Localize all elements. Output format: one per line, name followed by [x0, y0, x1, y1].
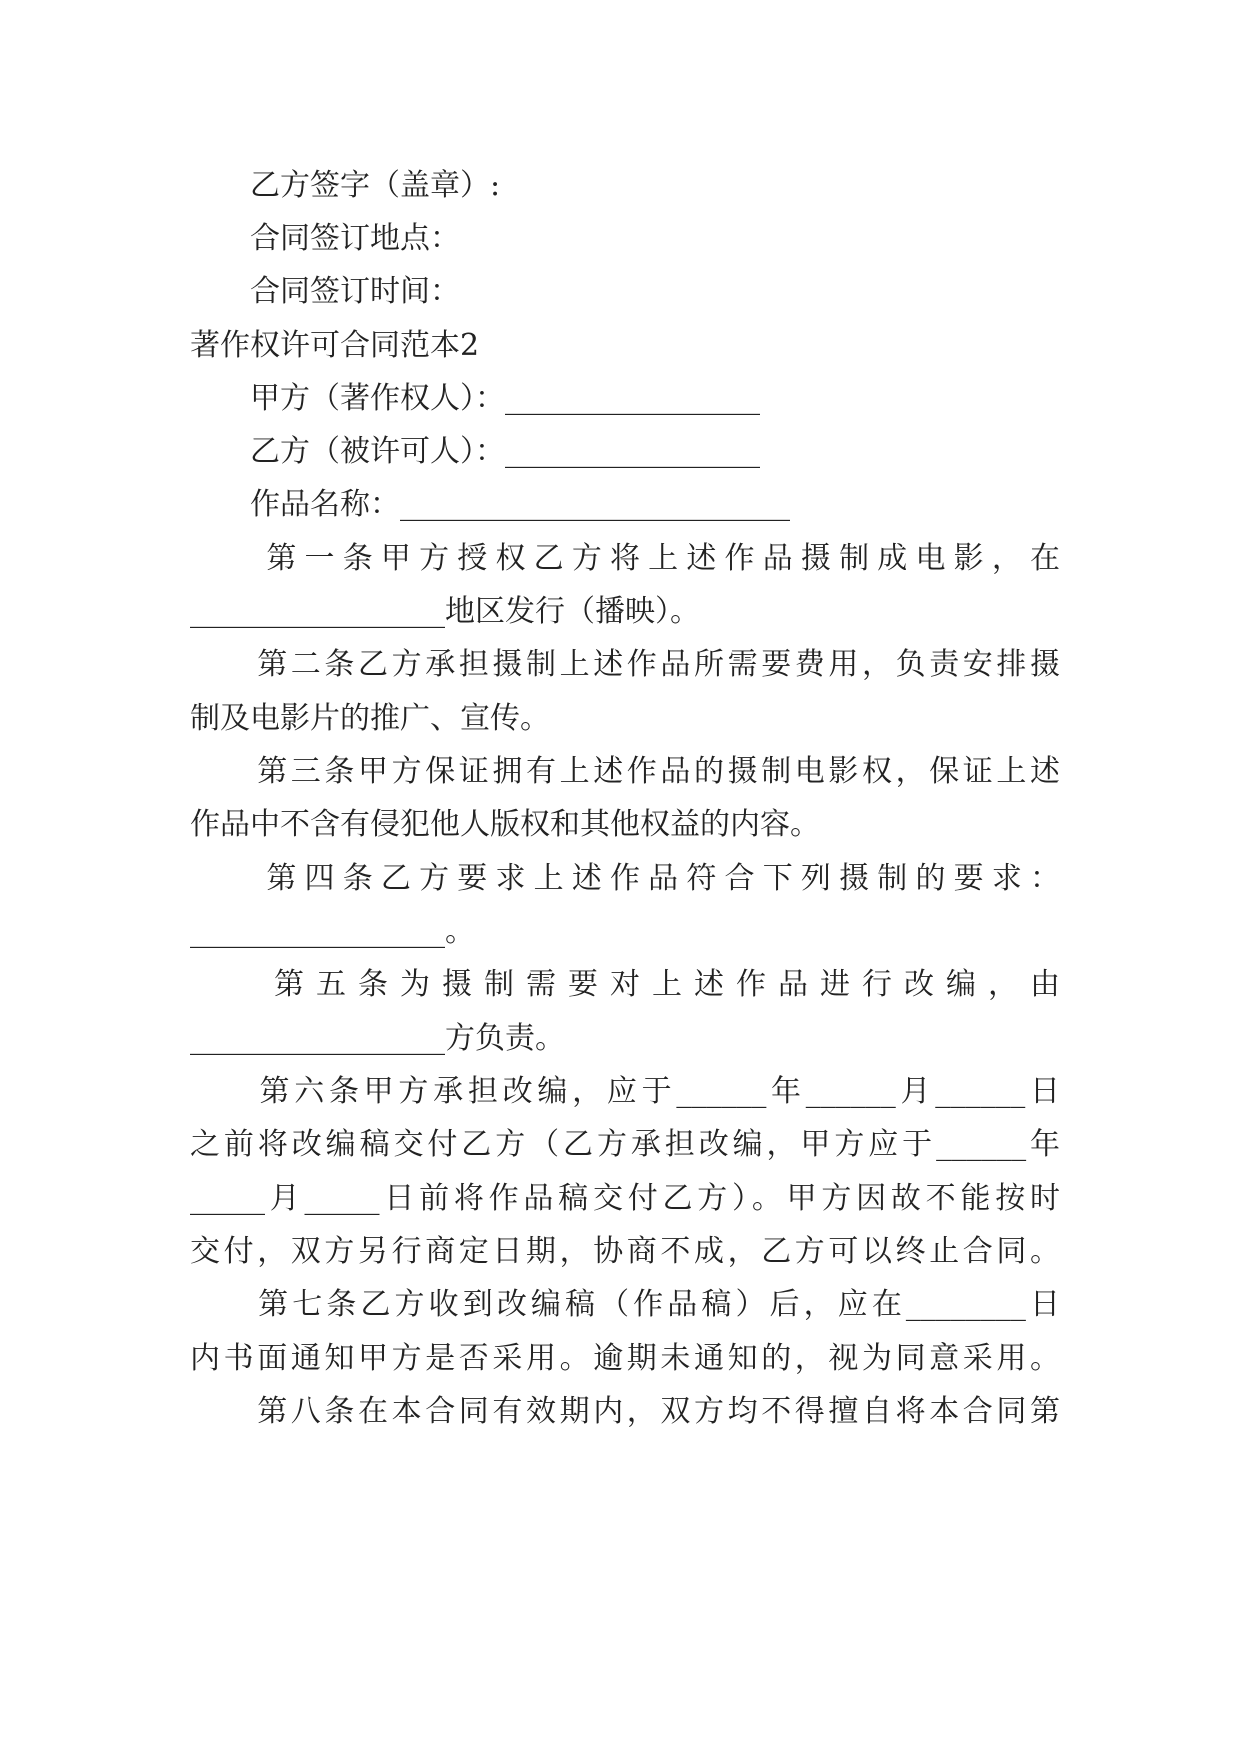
text-line-article-2-cont: 制及电影片的推广、宣传。 — [190, 701, 550, 736]
text-line-signing-time: 合同签订时间： — [190, 274, 460, 309]
text-line-article-7-cont: 内书面通知甲方是否采用。逾期未通知的，视为同意采用。 — [190, 1341, 1060, 1376]
text-line-article-3: 第三条甲方保证拥有上述作品的摄制电影权，保证上述 — [190, 754, 1060, 789]
text-line-work-name: 作品名称：__________________________ — [190, 487, 790, 522]
text-line-article-6: 第六条甲方承担改编，应于______年______月______日 — [190, 1074, 1060, 1109]
text-line-article-6-cont-2: _____月_____日前将作品稿交付乙方）。甲方因故不能按时 — [190, 1181, 1060, 1216]
contract-title: 著作权许可合同范本2 — [190, 328, 480, 363]
text-line-article-5-cont: _________________方负责。 — [190, 1021, 565, 1056]
text-line-article-8: 第八条在本合同有效期内，双方均不得擅自将本合同第 — [190, 1394, 1060, 1429]
text-line-party-a: 甲方（著作权人）：_________________ — [190, 381, 760, 416]
text-line-article-4: 第四条乙方要求上述作品符合下列摄制的要求： — [190, 861, 1060, 896]
text-line-article-1-cont: _________________地区发行（播映）。 — [190, 594, 700, 629]
text-line-article-1: 第一条甲方授权乙方将上述作品摄制成电影，在 — [190, 541, 1060, 576]
text-line-party-b-signature: 乙方签字（盖章）: — [190, 168, 501, 203]
text-line-article-4-cont: _________________。 — [190, 914, 475, 949]
text-line-party-b: 乙方（被许可人）：_________________ — [190, 434, 760, 469]
text-line-article-2: 第二条乙方承担摄制上述作品所需要费用，负责安排摄 — [190, 647, 1060, 682]
text-line-article-6-cont-1: 之前将改编稿交付乙方（乙方承担改编，甲方应于______年 — [190, 1127, 1060, 1162]
text-line-article-3-cont: 作品中不含有侵犯他人版权和其他权益的内容。 — [190, 807, 820, 842]
text-line-article-5: 第五条为摄制需要对上述作品进行改编，由 — [190, 967, 1060, 1002]
text-line-article-6-cont-3: 交付，双方另行商定日期，协商不成，乙方可以终止合同。 — [190, 1234, 1060, 1269]
text-line-signing-place: 合同签订地点： — [190, 221, 460, 256]
text-line-article-7: 第七条乙方收到改编稿（作品稿）后，应在________日 — [190, 1287, 1060, 1322]
